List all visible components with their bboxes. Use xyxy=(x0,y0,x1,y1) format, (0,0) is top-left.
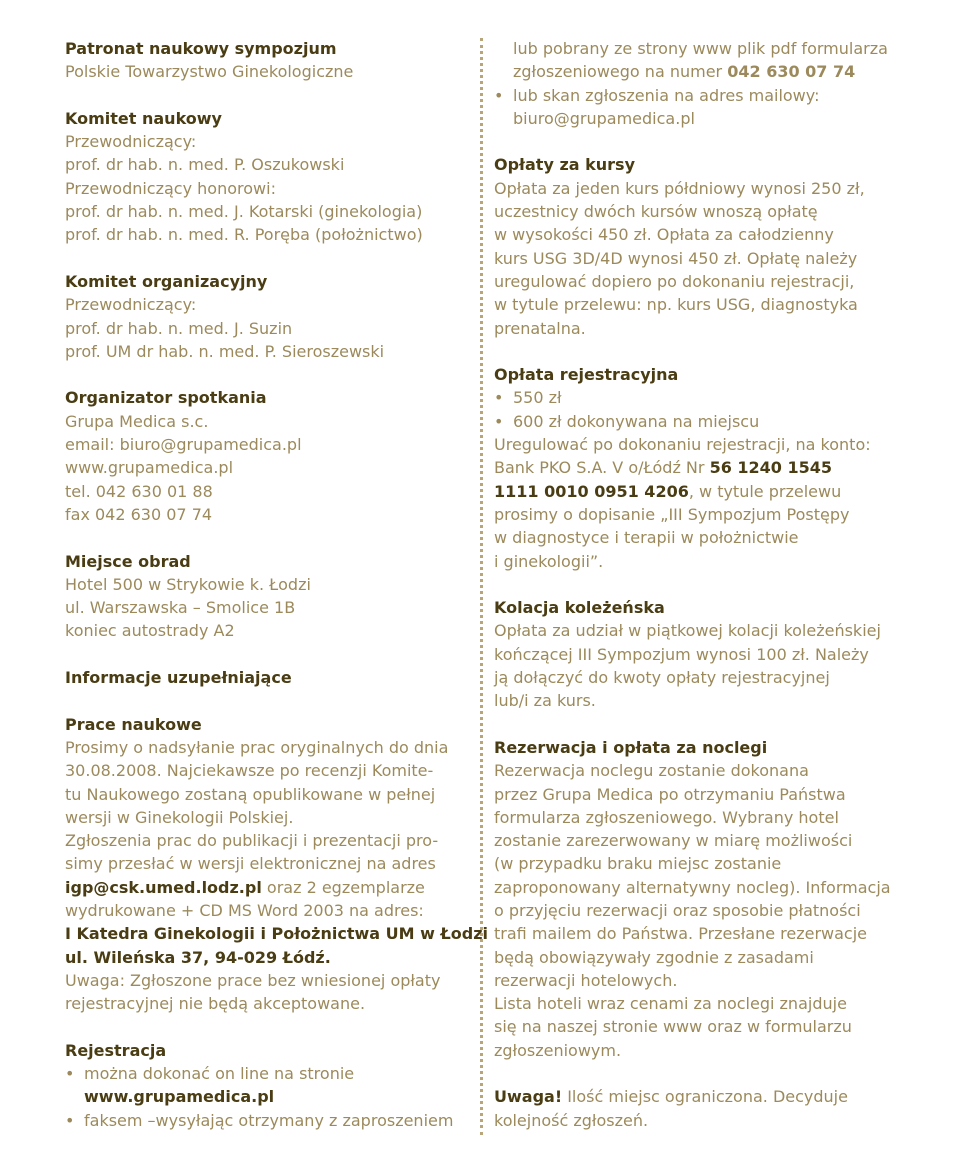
text-line: rejestracyjnej nie będą akceptowane. xyxy=(65,994,366,1014)
section-heading: Rezerwacja i opłata za noclegi xyxy=(494,737,768,757)
section-oplaty-kursy xyxy=(494,153,924,339)
text-line: 30.08.2008. Najciekawsze po recenzji Komite- xyxy=(65,761,434,781)
text-line: prenatalna. xyxy=(494,318,586,338)
text-line: zgłoszeniowym. xyxy=(494,1040,622,1060)
bullet: • xyxy=(494,388,504,408)
bullet: • xyxy=(494,411,504,431)
section-heading: Patronat naukowy sympozjum xyxy=(65,39,337,58)
account-number: 56 1240 1545 xyxy=(709,458,833,478)
text-line: Rezerwacja noclegu zostanie dokonana xyxy=(494,761,809,781)
text-line: trafi mailem do Państwa. Przesłane rezerwacje xyxy=(494,924,868,944)
text-line: ul. Warszawska – Smolice 1B xyxy=(65,598,296,618)
text-line: prof. dr hab. n. med. J. Kotarski (ginekologia) xyxy=(65,202,423,222)
warning-label: Uwaga! xyxy=(494,1087,563,1107)
text-line: w tytule przelewu: np. kurs USG, diagnostyka xyxy=(494,295,858,315)
text-fragment: 600 zł dokonywana na miejscu xyxy=(513,411,760,431)
text-fragment: zgłoszeniowego na numer xyxy=(513,62,728,82)
phone-number: tel. 042 630 01 88 xyxy=(65,481,213,501)
section-kolacja xyxy=(494,596,924,712)
text-line: prof. UM dr hab. n. med. P. Sieroszewski xyxy=(65,341,385,361)
left-column xyxy=(65,37,488,1132)
fax-number: fax 042 630 07 74 xyxy=(65,504,213,524)
text-line: wydrukowane + CD MS Word 2003 na adres: xyxy=(65,900,424,920)
text-line: Opłata za udział w piątkowej kolacji koleżeńskiej xyxy=(494,621,881,641)
text-line: prosimy o dopisanie „III Sympozjum Postępy xyxy=(494,504,850,524)
text-line: w wysokości 450 zł. Opłata za całodzienny xyxy=(494,225,834,245)
section-heading-informacje: Informacje uzupełniające xyxy=(65,668,292,688)
text-line: się na naszej stronie www oraz w formularzu xyxy=(494,1017,852,1037)
section-prace-naukowe xyxy=(65,713,488,1016)
section-komitet-organizacyjny xyxy=(65,270,470,363)
section-heading: Kolacja koleżeńska xyxy=(494,598,665,618)
website-link[interactable]: www.grupamedica.pl xyxy=(84,1087,275,1107)
section-heading: Komitet naukowy xyxy=(65,108,222,128)
section-uwaga xyxy=(494,1085,924,1132)
text-line: lub/i za kurs. xyxy=(494,691,596,711)
section-oplata-rejestracyjna xyxy=(494,363,924,573)
right-column xyxy=(494,37,924,1132)
text-line: Przewodniczący: xyxy=(65,295,197,315)
section-heading: Opłata rejestracyjna xyxy=(494,365,679,385)
text-line: Grupa Medica s.c. xyxy=(65,411,209,431)
account-number: 1111 0010 0951 4206 xyxy=(494,481,689,501)
text-line: Polskie Towarzystwo Ginekologiczne xyxy=(65,62,354,82)
text-line xyxy=(494,480,924,503)
text-line: Przewodniczący honorowi: xyxy=(65,178,276,198)
list-item xyxy=(494,386,924,409)
text-line: zaproponowany alternatywny nocleg). Informacja xyxy=(494,877,891,897)
text-line: uregulować dopiero po dokonaniu rejestracji, xyxy=(494,271,855,291)
text-line: kończącej III Sympozjum wynosi 100 zł. Należy xyxy=(494,644,869,664)
section-heading: Rejestracja xyxy=(65,1040,167,1060)
bullet: • xyxy=(494,85,504,105)
section-komitet-naukowy xyxy=(65,107,470,247)
text-line: formularza zgłoszeniowego. Wybrany hotel xyxy=(494,807,839,827)
text-line: uczestnicy dwóch kursów wnoszą opłatę xyxy=(494,202,818,222)
text-fragment: lub skan zgłoszenia na adres mailowy: xyxy=(513,85,820,105)
bullet: • xyxy=(65,1110,75,1130)
text-fragment: faksem –wysyłając otrzymany z zaproszeniem xyxy=(84,1110,454,1130)
text-fragment: , w tytule przelewu xyxy=(688,481,842,501)
text-line: prof. dr hab. n. med. J. Suzin xyxy=(65,318,293,338)
text-line: Hotel 500 w Strykowie k. Łodzi xyxy=(65,574,311,594)
text-line: Prosimy o nadsyłanie prac oryginalnych do dnia xyxy=(65,737,449,757)
list-item-continuation: lub pobrany ze strony www plik pdf formularza xyxy=(513,39,888,58)
text-line: Opłata za jeden kurs półdniowy wynosi 250 zł, xyxy=(494,178,865,198)
fax-number: 042 630 07 74 xyxy=(727,62,856,82)
list-item xyxy=(494,84,924,107)
section-heading: Opłaty za kursy xyxy=(494,155,635,175)
email-link[interactable]: biuro@grupamedica.pl xyxy=(513,108,695,128)
text-line: tu Naukowego zostaną opublikowane w pełnej xyxy=(65,784,436,804)
text-line: Uwaga: Zgłoszone prace bez wniesionej opłaty xyxy=(65,970,441,990)
postal-address: ul. Wileńska 37, 94-029 Łódź. xyxy=(65,947,331,967)
text-line: Lista hoteli wraz cenami za noclegi znajduje xyxy=(494,994,847,1014)
text-line: Uregulować po dokonaniu rejestracji, na konto: xyxy=(494,435,871,455)
submission-email-link[interactable]: igp@csk.umed.lodz.pl xyxy=(65,877,262,897)
list-item xyxy=(494,410,924,433)
section-rejestracja xyxy=(65,1039,470,1132)
text-fragment: oraz 2 egzemplarze xyxy=(261,877,425,897)
text-line: prof. dr hab. n. med. P. Oszukowski xyxy=(65,155,345,175)
list-item-continuation xyxy=(65,1085,470,1108)
section-heading: Miejsce obrad xyxy=(65,551,191,571)
text-line: ją dołączyć do kwoty opłaty rejestracyjnej xyxy=(494,668,830,688)
text-line: Zgłoszenia prac do publikacji i prezentacji pro- xyxy=(65,831,439,851)
text-line xyxy=(65,876,470,899)
website-link[interactable]: www.grupamedica.pl xyxy=(65,458,234,478)
list-item-continuation xyxy=(494,60,924,83)
text-line: (w przypadku braku miejsc zostanie xyxy=(494,854,782,874)
text-fragment: 550 zł xyxy=(513,388,562,408)
text-line: Przewodniczący: xyxy=(65,132,197,152)
section-miejsce-obrad xyxy=(65,550,470,643)
section-organizator xyxy=(65,386,470,526)
text-line: rezerwacji hotelowych. xyxy=(494,970,678,990)
section-heading: Organizator spotkania xyxy=(65,388,267,408)
bullet: • xyxy=(65,1064,75,1084)
section-heading: Prace naukowe xyxy=(65,714,202,734)
text-line xyxy=(494,456,924,479)
section-patronat xyxy=(65,37,470,84)
section-rezerwacja xyxy=(494,736,924,1062)
text-line xyxy=(494,1085,924,1108)
text-line: będą obowiązywały zgodnie z zasadami xyxy=(494,947,814,967)
text-line: koniec autostrady A2 xyxy=(65,621,235,641)
text-line: simy przesłać w wersji elektronicznej na adres xyxy=(65,854,436,874)
section-heading: Komitet organizacyjny xyxy=(65,271,268,291)
text-fragment: można dokonać on line na stronie xyxy=(84,1064,355,1084)
list-item xyxy=(65,1062,470,1085)
text-fragment: Bank PKO S.A. V o/Łódź Nr xyxy=(494,458,710,478)
text-line: prof. dr hab. n. med. R. Poręba (położnictwo) xyxy=(65,225,423,245)
text-line: zostanie zarezerwowany w miarę możliwości xyxy=(494,831,853,851)
text-fragment: Ilość miejsc ograniczona. Decyduje xyxy=(562,1087,848,1107)
text-line: o przyjęciu rezerwacji oraz sposobie płatności xyxy=(494,900,861,920)
email-link[interactable]: email: biuro@grupamedica.pl xyxy=(65,435,302,455)
text-line: wersji w Ginekologii Polskiej. xyxy=(65,807,294,827)
section-rejestracja-cont xyxy=(494,37,924,130)
text-line: kolejność zgłoszeń. xyxy=(494,1110,649,1130)
text-line: i ginekologii”. xyxy=(494,551,604,571)
text-line: przez Grupa Medica po otrzymaniu Państwa xyxy=(494,784,846,804)
list-item xyxy=(65,1109,470,1132)
column-divider xyxy=(480,38,483,1135)
text-line: kurs USG 3D/4D wynosi 450 zł. Opłatę należy xyxy=(494,248,858,268)
text-line: w diagnostyce i terapii w położnictwie xyxy=(494,528,799,548)
postal-address: I Katedra Ginekologii i Położnictwa UM w Łodzi xyxy=(65,924,488,944)
